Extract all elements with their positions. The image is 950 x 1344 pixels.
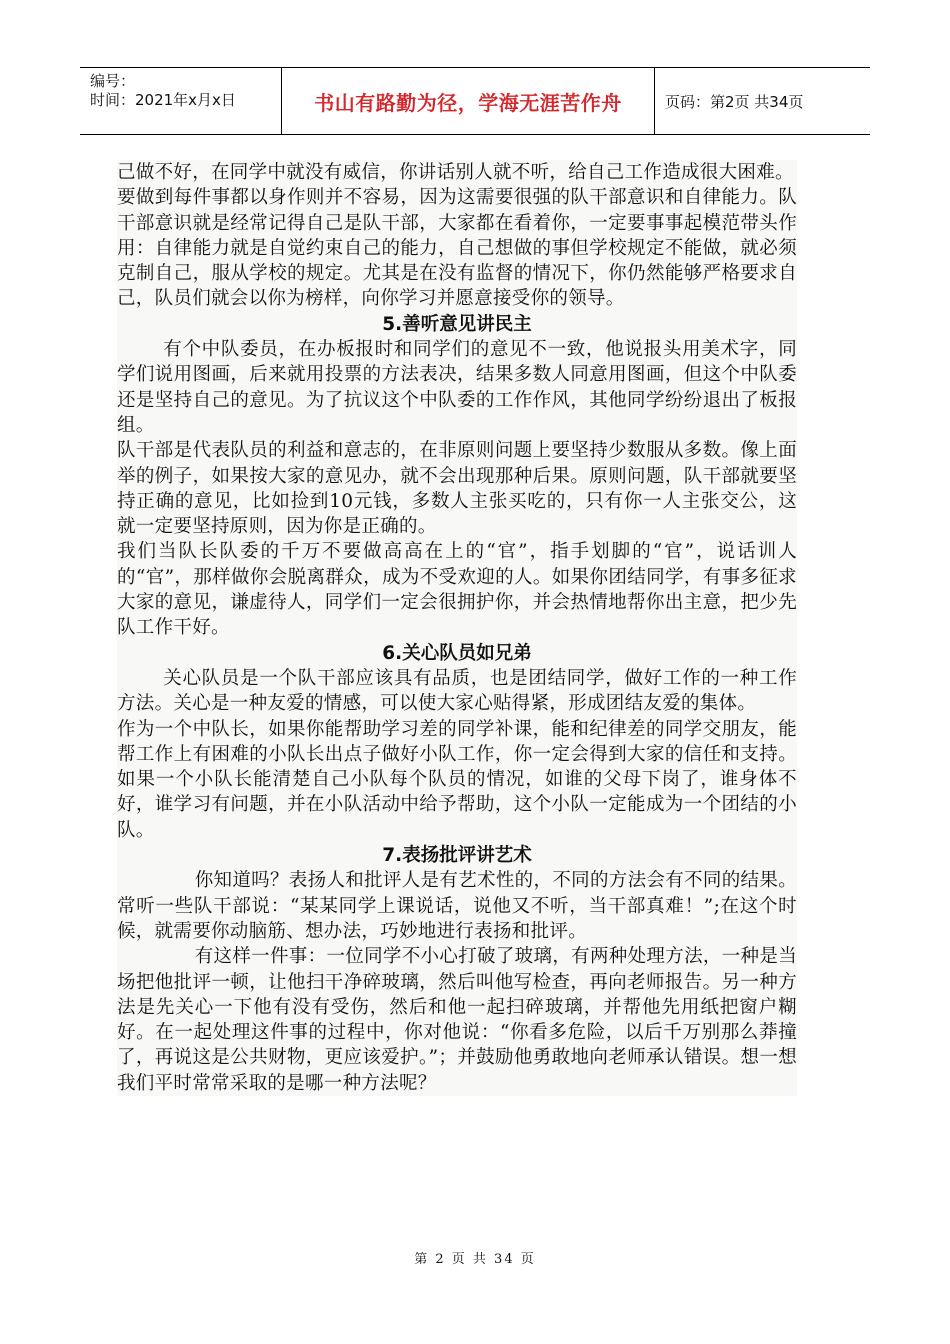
doc-number-label: 编号： (90, 72, 136, 90)
page-header (80, 67, 870, 135)
paragraph: 关心队员是一个队干部应该具有品质，也是团结同学，做好工作的一种工作方法。关心是一种友爱的情感，可以使大家心贴得紧，形成团结友爱的集体。 (117, 667, 797, 715)
document-body (117, 160, 797, 1096)
paragraph: 己做不好，在同学中就没有威信，你讲话别人就不听，给自己工作造成很大困难。 (117, 162, 794, 183)
header-meta (80, 68, 282, 134)
paragraph: 队干部是代表队员的利益和意志的，在非原则问题上要坚持少数服从多数。像上面举的例子，如果按大家的意见办，就不会出现那种后果。原则问题，队干部就要坚持正确的意见，比如捡到10元钱，多数人主张买吃的，只有你一人主张交公，这就一定要坚持原则，因为你是正确的。 (117, 440, 797, 538)
section-heading-6: 6.关心队员如兄弟 (382, 642, 532, 664)
paragraph: 有这样一件事：一位同学不小心打破了玻璃，有两种处理方法，一种是当场把他批评一顿，让他扫干净碎玻璃，然后叫他写检查，再向老师报告。另一种方法是先关心一下他有没有受伤，然后和他一起扫碎玻璃，并帮他先用纸把窗户糊好。在一起处理这件事的过程中，你对他说：“你看多危险，以后千万别那么莽撞了，再说这是公共财物，更应该爱护。”；并鼓励他勇敢地向老师承认错误。想一想我们平时常常采取的是哪一种方法呢？ (117, 946, 797, 1094)
doc-time-label: 时间：2021年x月x日 (90, 91, 236, 109)
page-footer: 第 2 页 共 34 页 (414, 1252, 536, 1267)
paragraph: 我们当队长队委的千万不要做高高在上的“官”，指手划脚的“官”，说话训人的“官”，那样做你会脱离群众，成为不受欢迎的人。如果你团结同学，有事多征求大家的意见，谦虚待人，同学们一定会很拥护你，并会热情地帮你出主意，把少先队工作干好。 (117, 541, 797, 639)
section-heading-7: 7.表扬批评讲艺术 (382, 845, 532, 867)
paragraph: 作为一个中队长，如果你能帮助学习差的同学补课，能和纪律差的同学交朋友，能帮工作上有困难的小队长出点子做好小队工作，你一定会得到大家的信任和支持。如果一个小队长能清楚自己小队每个队员的情况，如谁的父母下岗了，谁身体不好，谁学习有问题，并在小队活动中给予帮助，这个小队一定能成为一个团结的小队。 (117, 718, 797, 841)
section-heading-5: 5.善听意见讲民主 (382, 313, 532, 335)
header-page-label: 页码：第2页 共34页 (665, 92, 804, 111)
paragraph: 要做到每件事都以身作则并不容易，因为这需要很强的队干部意识和自律能力。队干部意识就是经常记得自己是队干部，大家都在看着你，一定要事事起模范带头作用：自律能力就是自觉约束自己的能力，自己想做的事但学校规定不能做，就必须克制自己，服从学校的规定。尤其是在没有监督的情况下，你仍然能够严格要求自己，队员们就会以你为榜样，向你学习并愿意接受你的领导。 (117, 187, 797, 310)
paragraph: 有个中队委员，在办板报时和同学们的意见不一致，他说报头用美术字，同学们说用图画，后来就用投票的方法表决，结果多数人同意用图画，但这个中队委还是坚持自己的意见。为了抗议这个中队委的工作作风，其他同学纷纷退出了板报组。 (117, 339, 797, 436)
paragraph: 你知道吗？表扬人和批评人是有艺术性的，不同的方法会有不同的结果。常听一些队干部说：“某某同学上课说话，说他又不听，当干部真难！”;在这个时候，就需要你动脑筋、想办法，巧妙地进行表扬和批评。 (117, 870, 797, 942)
header-motto: 书山有路勤为径，学海无涯苦作舟 (282, 68, 655, 134)
